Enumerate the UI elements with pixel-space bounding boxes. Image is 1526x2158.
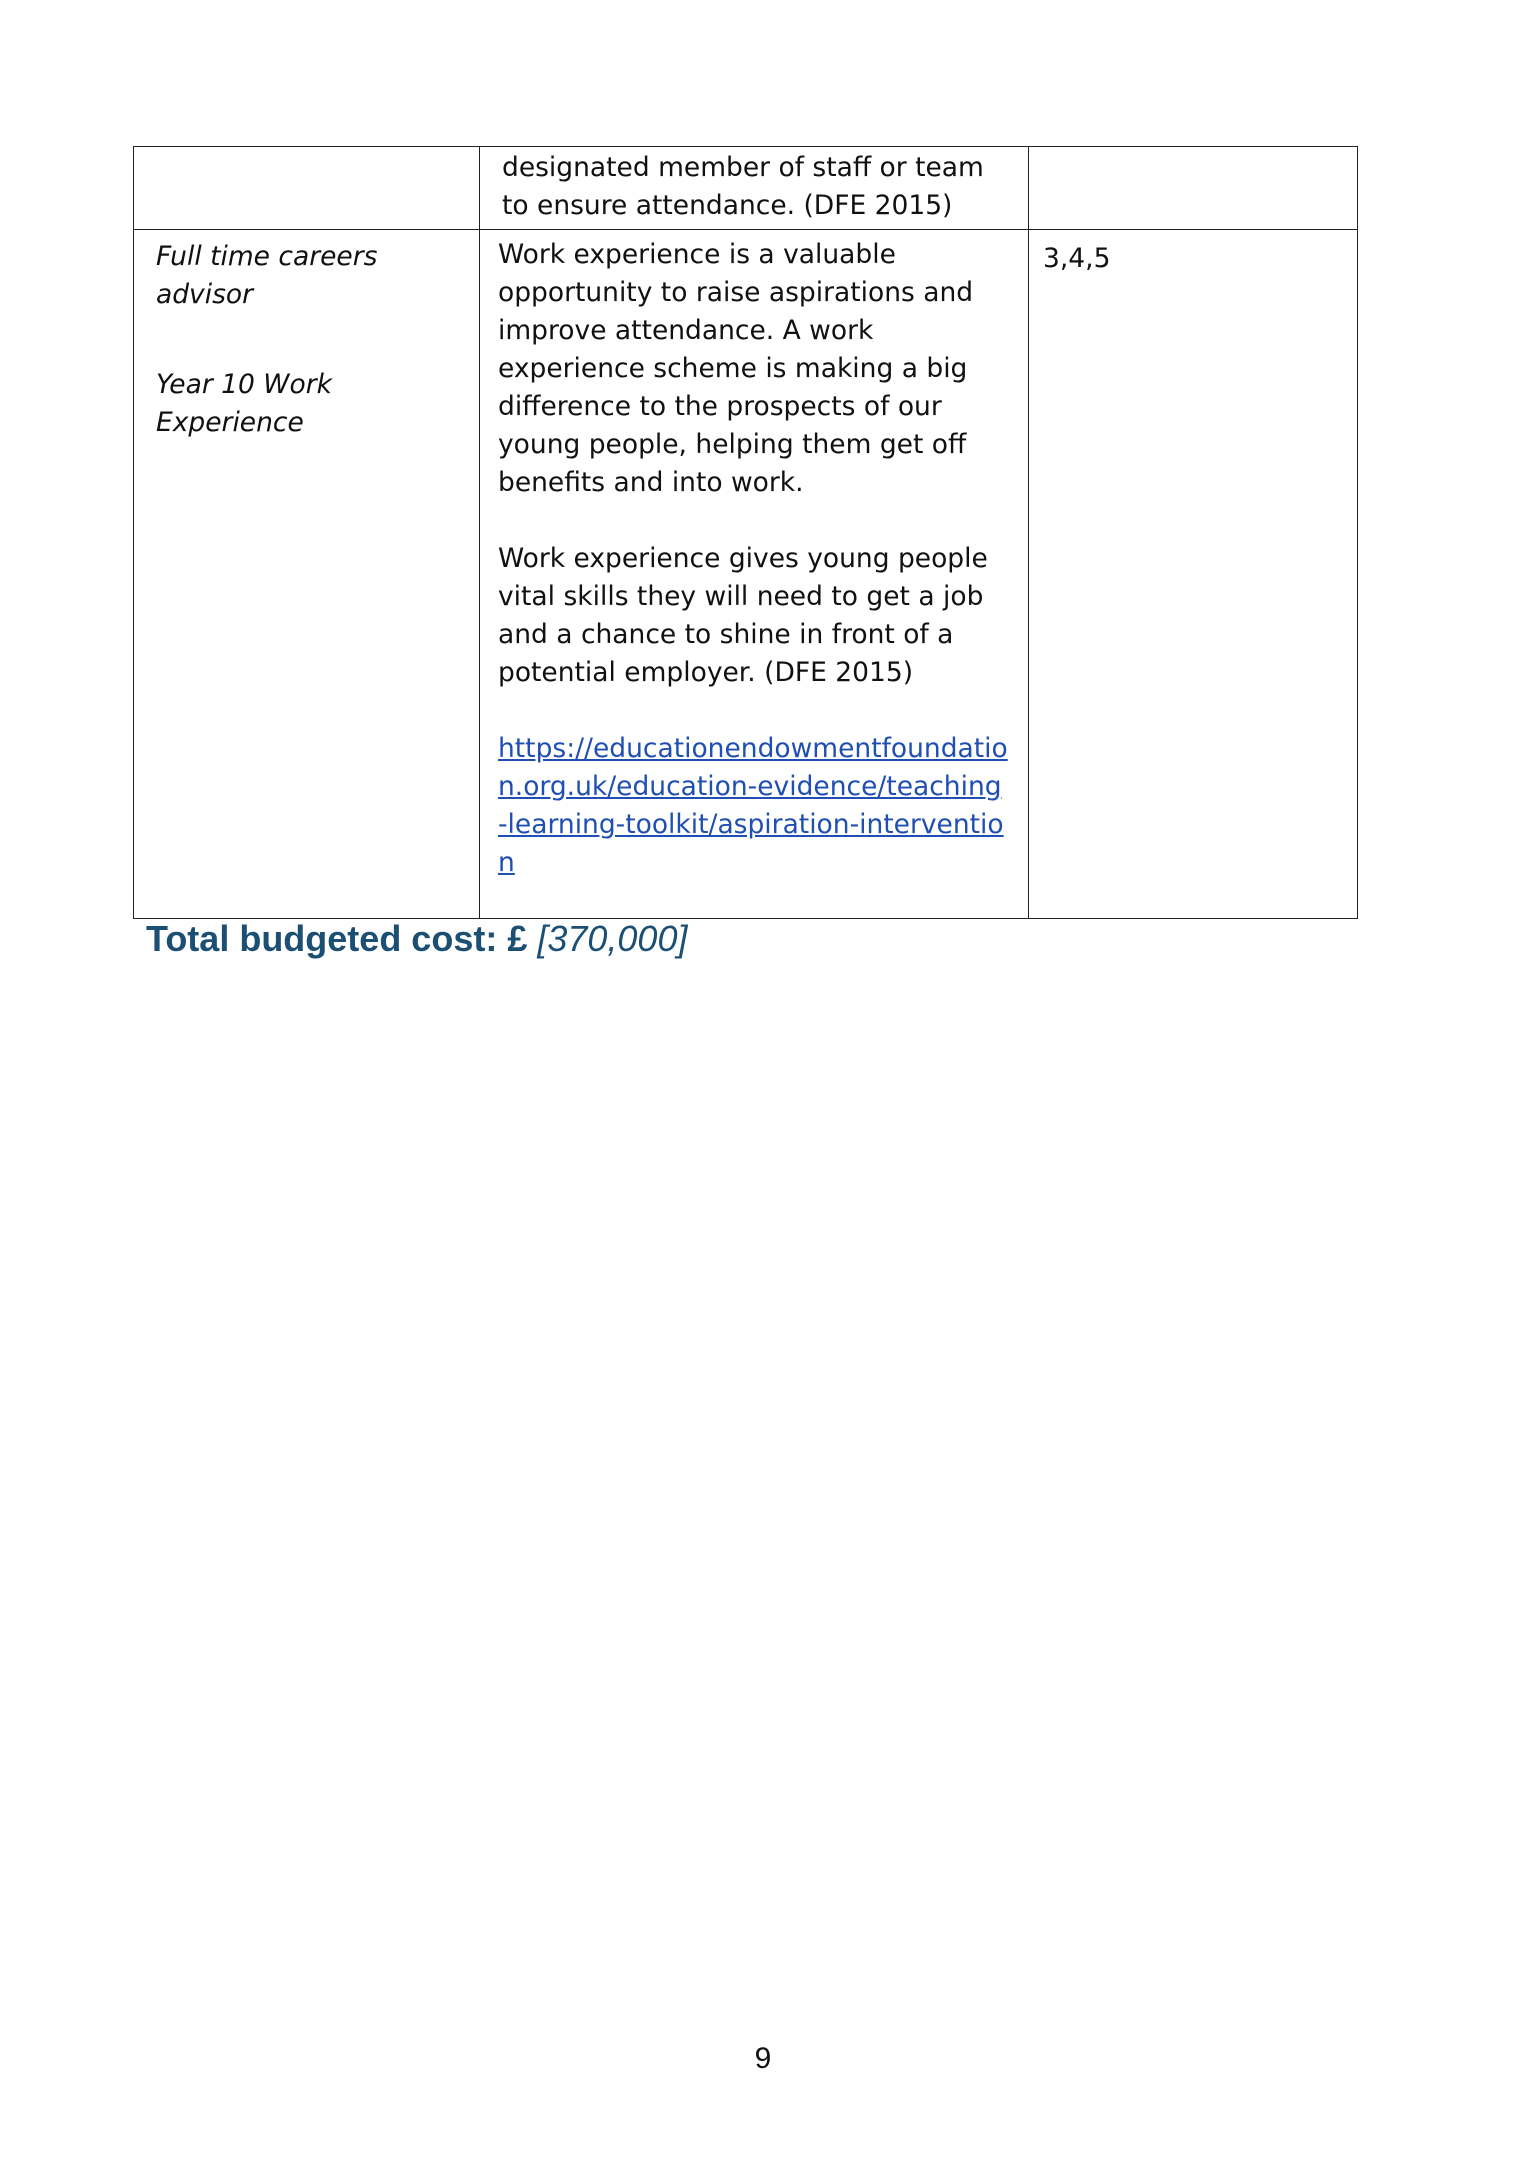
activity-cell <box>134 230 480 919</box>
table-row <box>134 230 1358 919</box>
total-cost-label: Total budgeted cost: £ <box>146 918 538 959</box>
evidence-link[interactable]: https://educationendowmentfoundation.org.uk/education-evidence/teaching-learning-toolkit/aspiration-intervention <box>498 733 1008 878</box>
evidence-cell <box>480 230 1029 919</box>
activity-careers-advisor: Full time careers advisor <box>156 241 378 310</box>
evidence-text: designated member of staff or team to ensure attendance. (DFE 2015) <box>502 152 984 221</box>
evidence-paragraph: Work experience is a valuable opportunity to raise aspirations and improve attendance. A work experience scheme is making a big difference to the prospects of our young people, helping them get off benefits and into work. <box>498 239 974 498</box>
total-budgeted-cost <box>146 918 687 960</box>
challenge-numbers: 3,4,5 <box>1043 243 1111 274</box>
table-row <box>134 147 1358 230</box>
strategy-table <box>133 146 1358 919</box>
activity-cell <box>134 147 480 230</box>
activity-work-experience: Year 10 Work Experience <box>156 369 332 438</box>
challenge-cell <box>1029 230 1358 919</box>
evidence-paragraph: Work experience gives young people vital skills they will need to get a job and a chance to shine in front of a potential employer. (DFE 2015) <box>498 543 988 688</box>
challenge-cell <box>1029 147 1358 230</box>
evidence-cell <box>480 147 1029 230</box>
total-cost-amount: [370,000] <box>537 918 688 959</box>
page-number: 9 <box>754 2042 772 2075</box>
